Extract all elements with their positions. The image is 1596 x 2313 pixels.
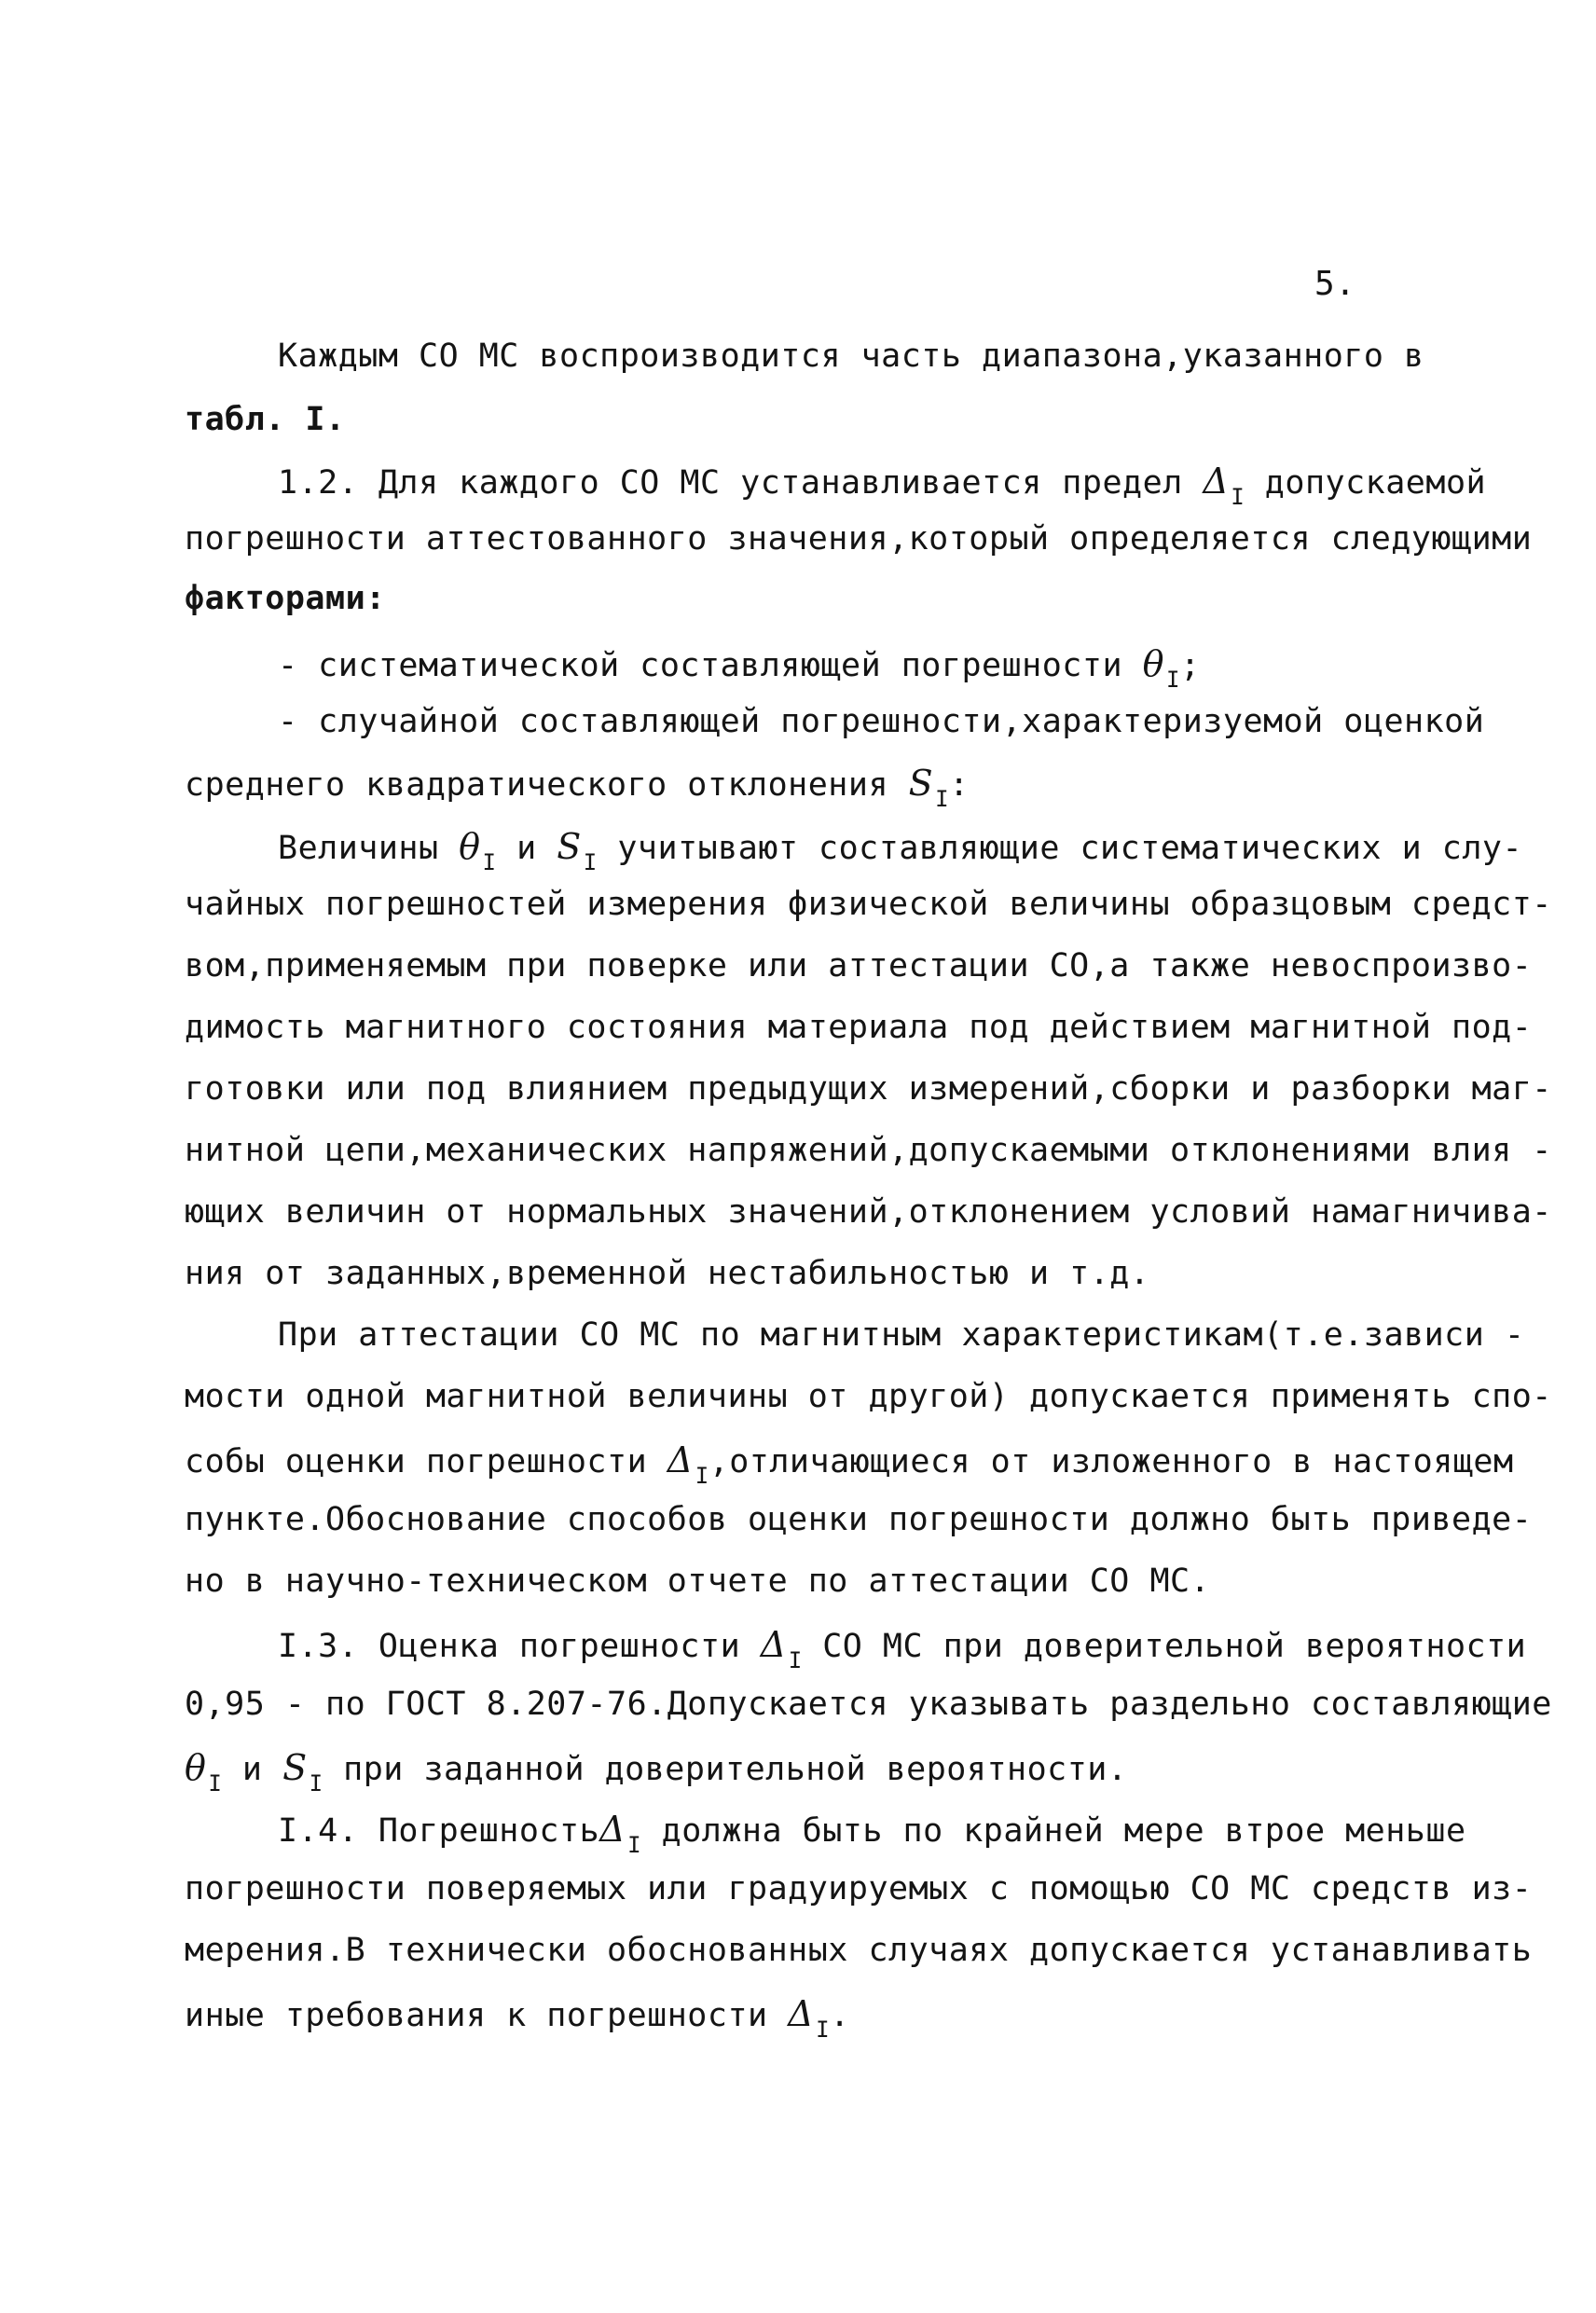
text-line: готовки или под влиянием предыдущих измерений,сборки и разборки маг- [185, 1070, 1552, 1108]
text-line: вом,применяемым при поверке или аттестации СО,а также невоспроизво- [185, 947, 1533, 984]
s-symbol: S [908, 763, 934, 804]
text-line: пункте.Обоснование способов оценки погрешности должно быть приведе- [185, 1501, 1533, 1538]
list-item: - систематической составляющей погрешности $\theta_I$; [278, 643, 1201, 693]
delta-symbol: Δ [599, 1809, 626, 1850]
text-line: I.4. ПогрешностьΔ$_I$ должна быть по крайней мере втрое меньше [278, 1809, 1466, 1858]
text-line: Каждым СО МС воспроизводится часть диапазона,указанного в [278, 337, 1424, 375]
theta-symbol: θ [459, 826, 481, 867]
text-line: погрешности аттестованного значения,который определяется следующими [185, 520, 1533, 558]
text-line: 1.2. Для каждого СО МС устанавливается предел $\Delta_I$ допускаемой [278, 461, 1487, 510]
text-line: но в научно-техническом отчете по аттестации СО МС. [185, 1563, 1211, 1600]
delta-symbol: Δ [760, 1624, 787, 1665]
text-line: димость магнитного состояния материала под действием магнитной под- [185, 1009, 1533, 1046]
delta-symbol: Δ [1203, 461, 1230, 502]
theta-symbol: θ [185, 1747, 207, 1788]
text-line: ния от заданных,временной нестабильностью и т.д. [185, 1255, 1150, 1292]
theta-symbol: θ [1142, 643, 1164, 684]
text-line: мости одной магнитной величины от другой) допускается применять спо- [185, 1378, 1552, 1415]
text-line: нитной цепи,механических напряжений,допускаемыми отклонениями влия - [185, 1132, 1552, 1169]
text-line: I.3. Оценка погрешности $\Delta_I$ СО МС при доверительной вероятности [278, 1624, 1527, 1673]
text-line: собы оценки погрешности $\Delta_I,отличающиеся$ от изложенного в настоящем [185, 1439, 1514, 1489]
text-line: иные требования к погрешности $\Delta_I$. [185, 1993, 850, 2043]
text-line: мерения.В технически обоснованных случаях допускается устанавливать [185, 1932, 1533, 1969]
text-line: $\theta_I$ и $S_I$ при заданной доверительной вероятности. [185, 1747, 1128, 1797]
list-item: - случайной составляющей погрешности,характеризуемой оценкой [278, 703, 1485, 740]
delta-symbol: Δ [788, 1993, 815, 2034]
text-line: табл. I. [185, 401, 346, 438]
s-symbol: S [557, 826, 582, 867]
text-line: Величины $\theta_I$ и $S_I$ учитывают составляющие систематических и слу- [278, 826, 1523, 875]
text-line: факторами: [185, 580, 386, 617]
page-number: 5. [1314, 265, 1356, 303]
delta-symbol: Δ [667, 1439, 694, 1480]
text-line: ющих величин от нормальных значений,отклонением условий намагничива- [185, 1193, 1552, 1231]
text-line: чайных погрешностей измерения физической величины образцовым средст- [185, 886, 1552, 923]
text-line: 0,95 - по ГОСТ 8.207-76.Допускается указывать раздельно составляющие [185, 1686, 1552, 1723]
s-symbol: S [282, 1747, 308, 1788]
text-line: При аттестации СО МС по магнитным характеристикам(т.е.зависи - [278, 1316, 1525, 1354]
text-line: погрешности поверяемых или градуируемых с помощью СО МС средств из- [185, 1870, 1533, 1907]
text-line: среднего квадратического отклонения $S_I$: [185, 763, 970, 812]
